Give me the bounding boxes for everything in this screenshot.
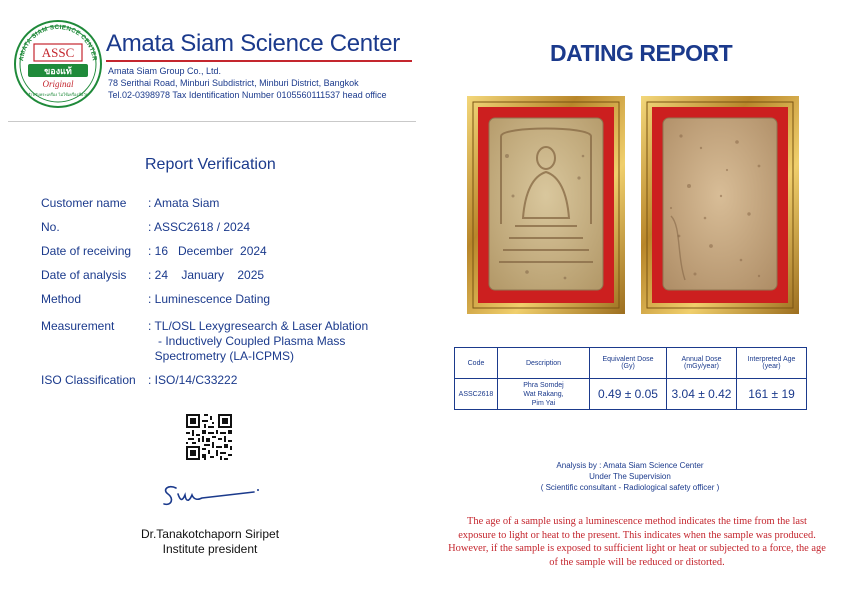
cell-annual-dose: 3.04 ± 0.42 [667, 379, 737, 410]
report-title: DATING REPORT [550, 40, 733, 66]
table-row [455, 379, 807, 410]
header-divider [8, 121, 416, 122]
analysis-supervision: Under The Supervision [589, 472, 671, 481]
company-contact: Tel.02-0398978 Tax Identification Number 0105560111537 head office [108, 90, 387, 100]
logo-bottom-text: สำหรับพระเครื่อง ไม่ใช้เครื่องมือวัด [27, 92, 89, 97]
results-table [454, 347, 807, 410]
signer-name: Dr.Tanakotchaporn Siripet [140, 527, 280, 541]
cell-description: Phra Somdej Wat Rakang, Pim Yai [498, 379, 590, 410]
header-code: Code [455, 348, 498, 379]
company-address: 78 Serithai Road, Minburi Subdistrict, Minburi District, Bangkok [108, 78, 359, 88]
field-value-iso: : ISO/14/C33222 [148, 373, 238, 387]
disclaimer: The age of a sample using a luminescence method indicates the time from the last exposure to light or heat to the present. This indicates when the sample was produced. However, if the sample is exposed to sufficient light or heat or subjected to a force, the age of the sample will be reduced or distorted. [448, 516, 826, 568]
verification-title: Report Verification [145, 156, 276, 173]
header-annual-dose: Annual Dose (mGy/year) [667, 348, 737, 379]
amulet-back-photo [641, 96, 799, 314]
signer-title: Institute president [162, 542, 258, 556]
field-label-method: Method [41, 292, 82, 306]
field-value-analysis-date: : 24 January 2025 [148, 268, 265, 282]
logo-thai-text: ของแท้ [44, 67, 72, 77]
table-header-row [455, 348, 807, 379]
header-interpreted-age: Interpreted Age (year) [737, 348, 807, 379]
header-equivalent-dose: Equivalent Dose (Gy) [590, 348, 667, 379]
field-value-receiving: : 16 December 2024 [148, 244, 267, 258]
cell-code: ASSC2618 [455, 379, 498, 410]
field-label-iso: ISO Classification [41, 373, 136, 387]
amulet-front-photo [467, 96, 625, 314]
field-value-customer: : Amata Siam [148, 196, 220, 210]
logo-ring-text: AMATA SIAM SCIENCE CENTER [18, 23, 98, 62]
cell-equivalent-dose: 0.49 ± 0.05 [590, 379, 667, 410]
field-label-measurement: Measurement [41, 319, 115, 333]
field-label-receiving: Date of receiving [41, 244, 132, 258]
cell-interpreted-age: 161 ± 19 [737, 379, 807, 410]
company-name: Amata Siam Group Co., Ltd. [108, 66, 222, 76]
field-value-method: : Luminescence Dating [148, 292, 271, 306]
field-label-number: No. [41, 220, 60, 234]
logo-center-text: ASSC [41, 45, 75, 60]
field-label-customer: Customer name [41, 196, 127, 210]
field-value-number: : ASSC2618 / 2024 [148, 220, 251, 234]
signature [158, 480, 262, 512]
header-description: Description [498, 348, 590, 379]
qr-code[interactable] [184, 412, 234, 462]
field-value-measurement: : TL/OSL Lexygresearch & Laser Ablation - Inductively Coupled Plasma Mass Spectrometry (LA-ICPMS) [148, 319, 369, 363]
brand-title: Amata Siam Science Center [106, 30, 400, 57]
brand-underline [106, 60, 412, 62]
field-label-analysis-date: Date of analysis [41, 268, 127, 282]
analysis-consultant: ( Scientific consultant - Radiological safety officer ) [540, 483, 720, 492]
logo-banner: Original [42, 79, 74, 89]
assc-logo [14, 20, 102, 108]
analysis-by: Analysis by : Amata Siam Science Center [556, 461, 704, 470]
